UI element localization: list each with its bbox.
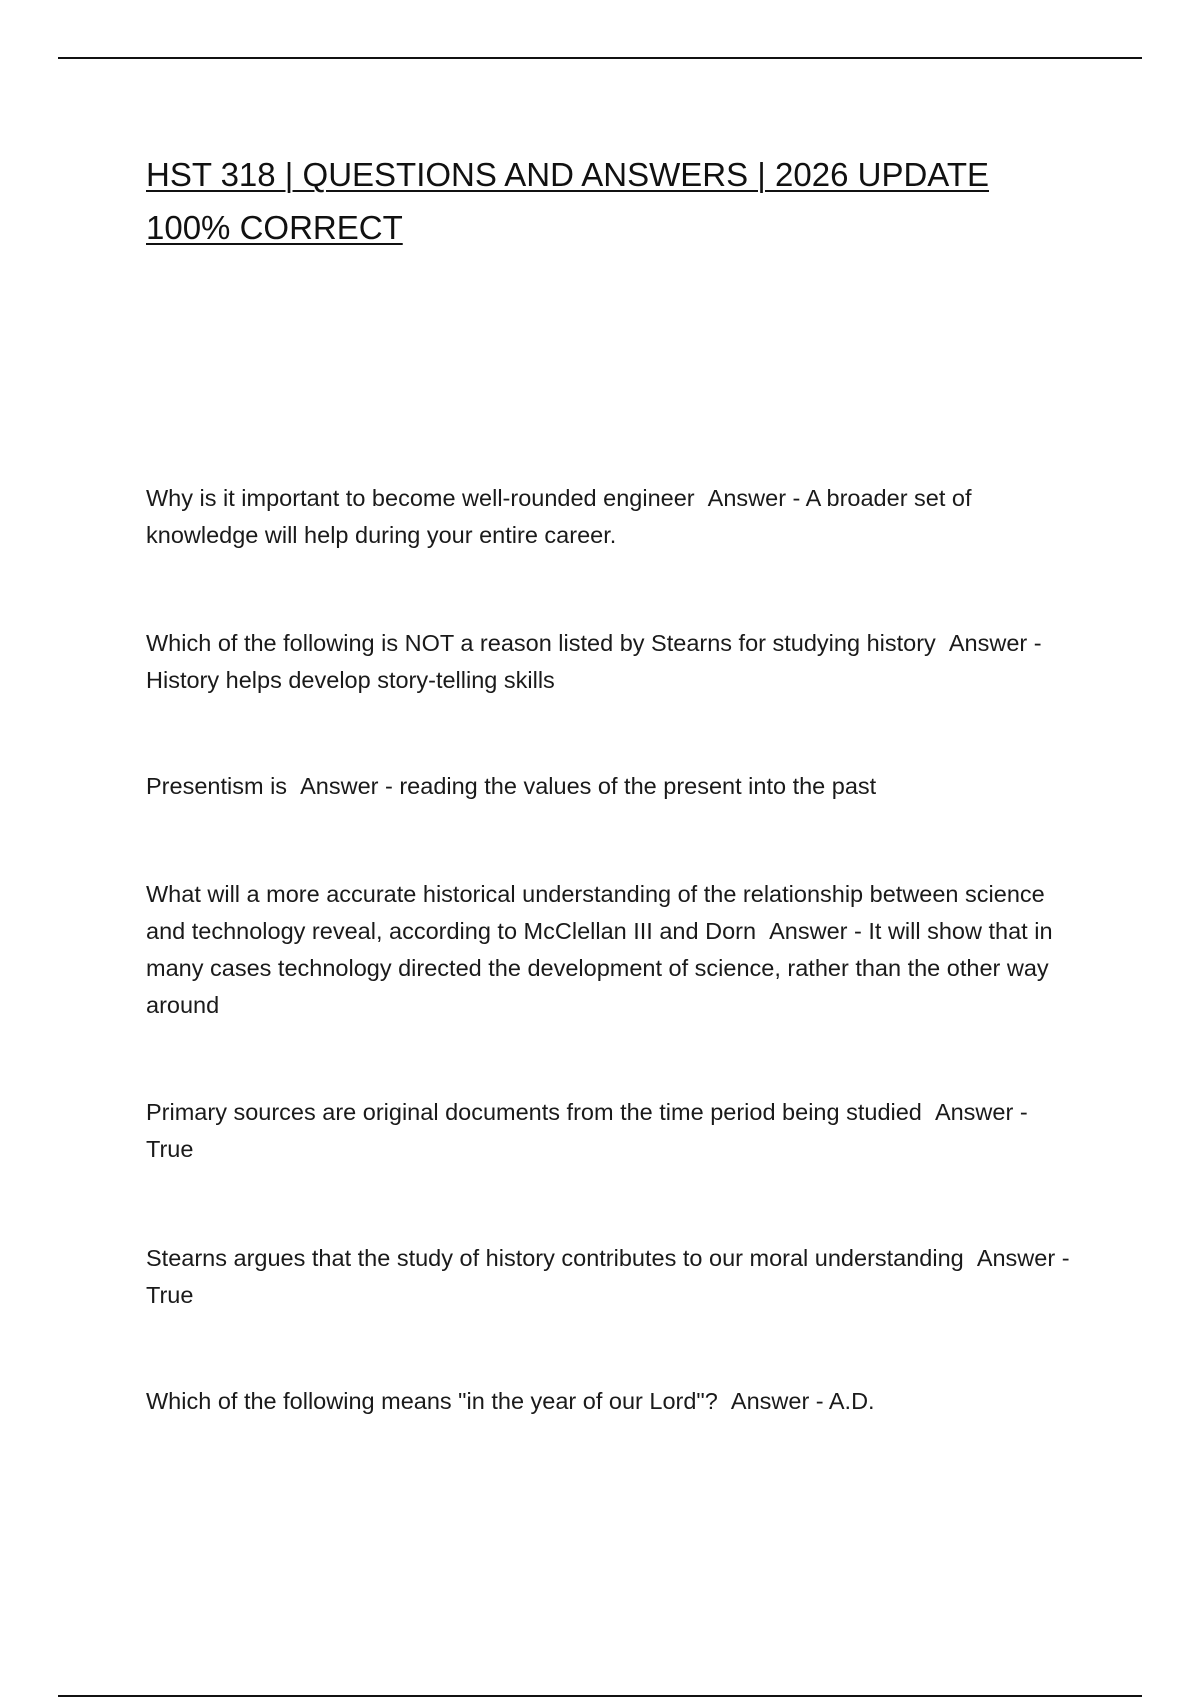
qa-item (146, 1094, 1076, 1168)
qa-item (146, 1383, 1076, 1420)
qa-item (146, 768, 1076, 805)
question-text: What will a more accurate historical understanding of the relationship between science and technology reveal, according to McClellan III and Dorn (146, 881, 1045, 944)
question-text: Stearns argues that the study of history contributes to our moral understanding (146, 1245, 964, 1271)
question-text: Presentism is (146, 773, 288, 799)
answer-text: Answer - True (146, 1245, 1070, 1308)
answer-text: Answer - It will show that in many cases technology directed the development of science, rather than the other way around (146, 918, 1053, 1018)
qa-item (146, 480, 1076, 554)
answer-text: Answer - True (146, 1099, 1028, 1162)
question-text: Why is it important to become well-rounded engineer (146, 485, 695, 511)
question-text: Which of the following means "in the year of our Lord"? (146, 1388, 718, 1414)
qa-item (146, 1240, 1076, 1314)
bottom-divider (58, 1695, 1142, 1697)
document-title: HST 318 | QUESTIONS AND ANSWERS | 2026 UPDATE 100% CORRECT (146, 156, 990, 246)
top-divider (58, 57, 1142, 59)
answer-text: Answer - A broader set of knowledge will help during your entire career. (146, 485, 972, 548)
question-text: Primary sources are original documents from the time period being studied (146, 1099, 922, 1125)
answer-text: Answer - History helps develop story-telling skills (146, 630, 1042, 693)
answer-text: Answer - reading the values of the present into the past (300, 773, 877, 799)
answer-text: Answer - A.D. (730, 1388, 875, 1414)
question-text: Which of the following is NOT a reason listed by Stearns for studying history (146, 630, 936, 656)
qa-item (146, 876, 1076, 1024)
qa-item (146, 625, 1076, 699)
